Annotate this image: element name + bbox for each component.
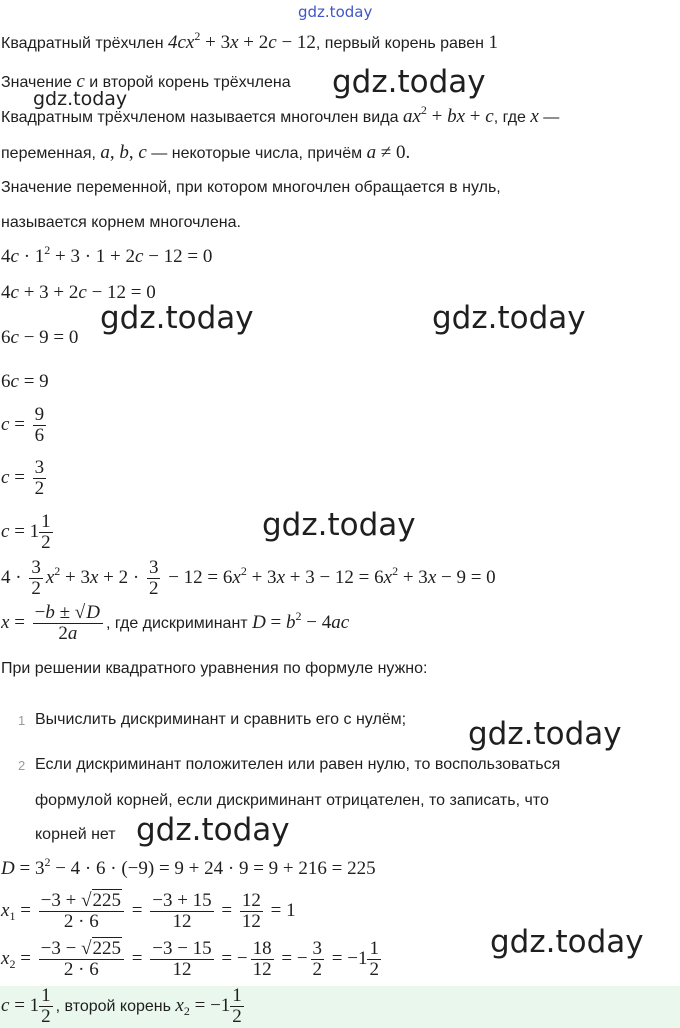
intro-line-2: Значение c и второй корень трёхчлена [1,71,291,92]
equation-7: c = 1 $\frac{1}{2}$ [1,511,51,553]
intro-line-1-prefix: Квадратный трёхчлен [1,35,164,52]
equation-6: c = $\frac{3}{2}$ [1,457,45,499]
quadratic-formula-line: x = $\frac{-b \pm √D}{2a}$ , где дискриминант $D = b^2 - 4ac$ [1,603,350,644]
watermark-top: gdz.today [298,3,373,21]
watermark-4: gdz.today [262,507,416,543]
watermark-small: gdz.today [33,88,128,110]
intro-line-1 [1,29,498,54]
watermark-3: gdz.today [432,300,586,336]
root-definition-line-1: Значение переменной, при котором многочлен обращается в нуль, [1,179,501,196]
discriminant-calculation: $D = 3^2 - 4 \cdot 6 \cdot (-9) = 9 + 24 \cdot 9 = 9 + 216 = 225$ [1,855,376,879]
step-1-number: 1 [18,713,26,728]
definition-prefix: Квадратным трёхчленом называется многочлен вида [1,109,399,126]
first-root-calculation: $x_1$ = $\frac{-3 + √225}{2 \cdot 6}$ = $\frac{-3 + 15}{12}$ = $\frac{12}{12}$ = 1 [1,890,296,932]
step-2-text-line-3: корней нет [35,826,116,843]
root-definition-line-2: называется корнем многочлена. [1,214,241,231]
intro-line-1-middle: , первый корень равен [315,35,484,52]
solve-intro: При решении квадратного уравнения по формуле нужно: [1,660,428,677]
equation-3: 6c − 9 = 0 [1,327,79,348]
intro-line-2-prefix: Значение [1,74,72,91]
watermark-5: gdz.today [468,716,622,752]
equation-1: $4c \cdot 1^2 + 3 \cdot 1 + 2c - 12 = 0$ [1,243,213,267]
trinomial-expression: $4cx^2 + 3x + 2c - 12$ [168,29,316,53]
answer-line: c = 1 $\frac{1}{2}$ , второй корень $x_2 = -1$ $\frac{1}{2}$ [1,986,242,1027]
watermark-1: gdz.today [332,64,486,100]
definition-line-2: переменная, a, b, c — некоторые числа, причём a ≠ 0. [1,142,411,163]
equation-2: 4c + 3 + 2c − 12 = 0 [1,282,156,303]
watermark-7: gdz.today [490,924,644,960]
equation-4: 6c = 9 [1,371,49,392]
step-1-text: Вычислить дискриминант и сравнить его с нулём; [35,711,407,728]
intro-line-2-suffix: и второй корень трёхчлена [89,74,291,91]
step-2-text-line-2: формулой корней, если дискриминант отрицателен, то записать, что [35,792,549,809]
step-2-number: 2 [18,758,26,773]
definition-line-1: Квадратным трёхчленом называется многочлен вида $ax^2$ + bx + c, где x — [1,103,560,127]
step-2-text-line-1: Если дискриминант положителен или равен нулю, то воспользоваться [35,756,561,773]
second-root-calculation: $x_2$ = $\frac{-3 - √225}{2 \cdot 6}$ = $\frac{-3 - 15}{12}$ = − $\frac{18}{12}$ = − $\frac{3}{2}$ = −1 $\frac{1}{2}$ [1,938,379,980]
equation-substitution: 4 · $\frac{3}{2}$ $x^2 + 3x + 2$ · $\frac{3}{2}$ − $12 = 6x^2 + 3x + 3 - 12 = 6x^2 + 3x - 9 = 0$ [1,557,496,599]
watermark-6: gdz.today [136,812,290,848]
equation-5: c = $\frac{9}{6}$ [1,404,45,446]
watermark-2: gdz.today [100,300,254,336]
first-root-value: 1 [488,32,498,53]
